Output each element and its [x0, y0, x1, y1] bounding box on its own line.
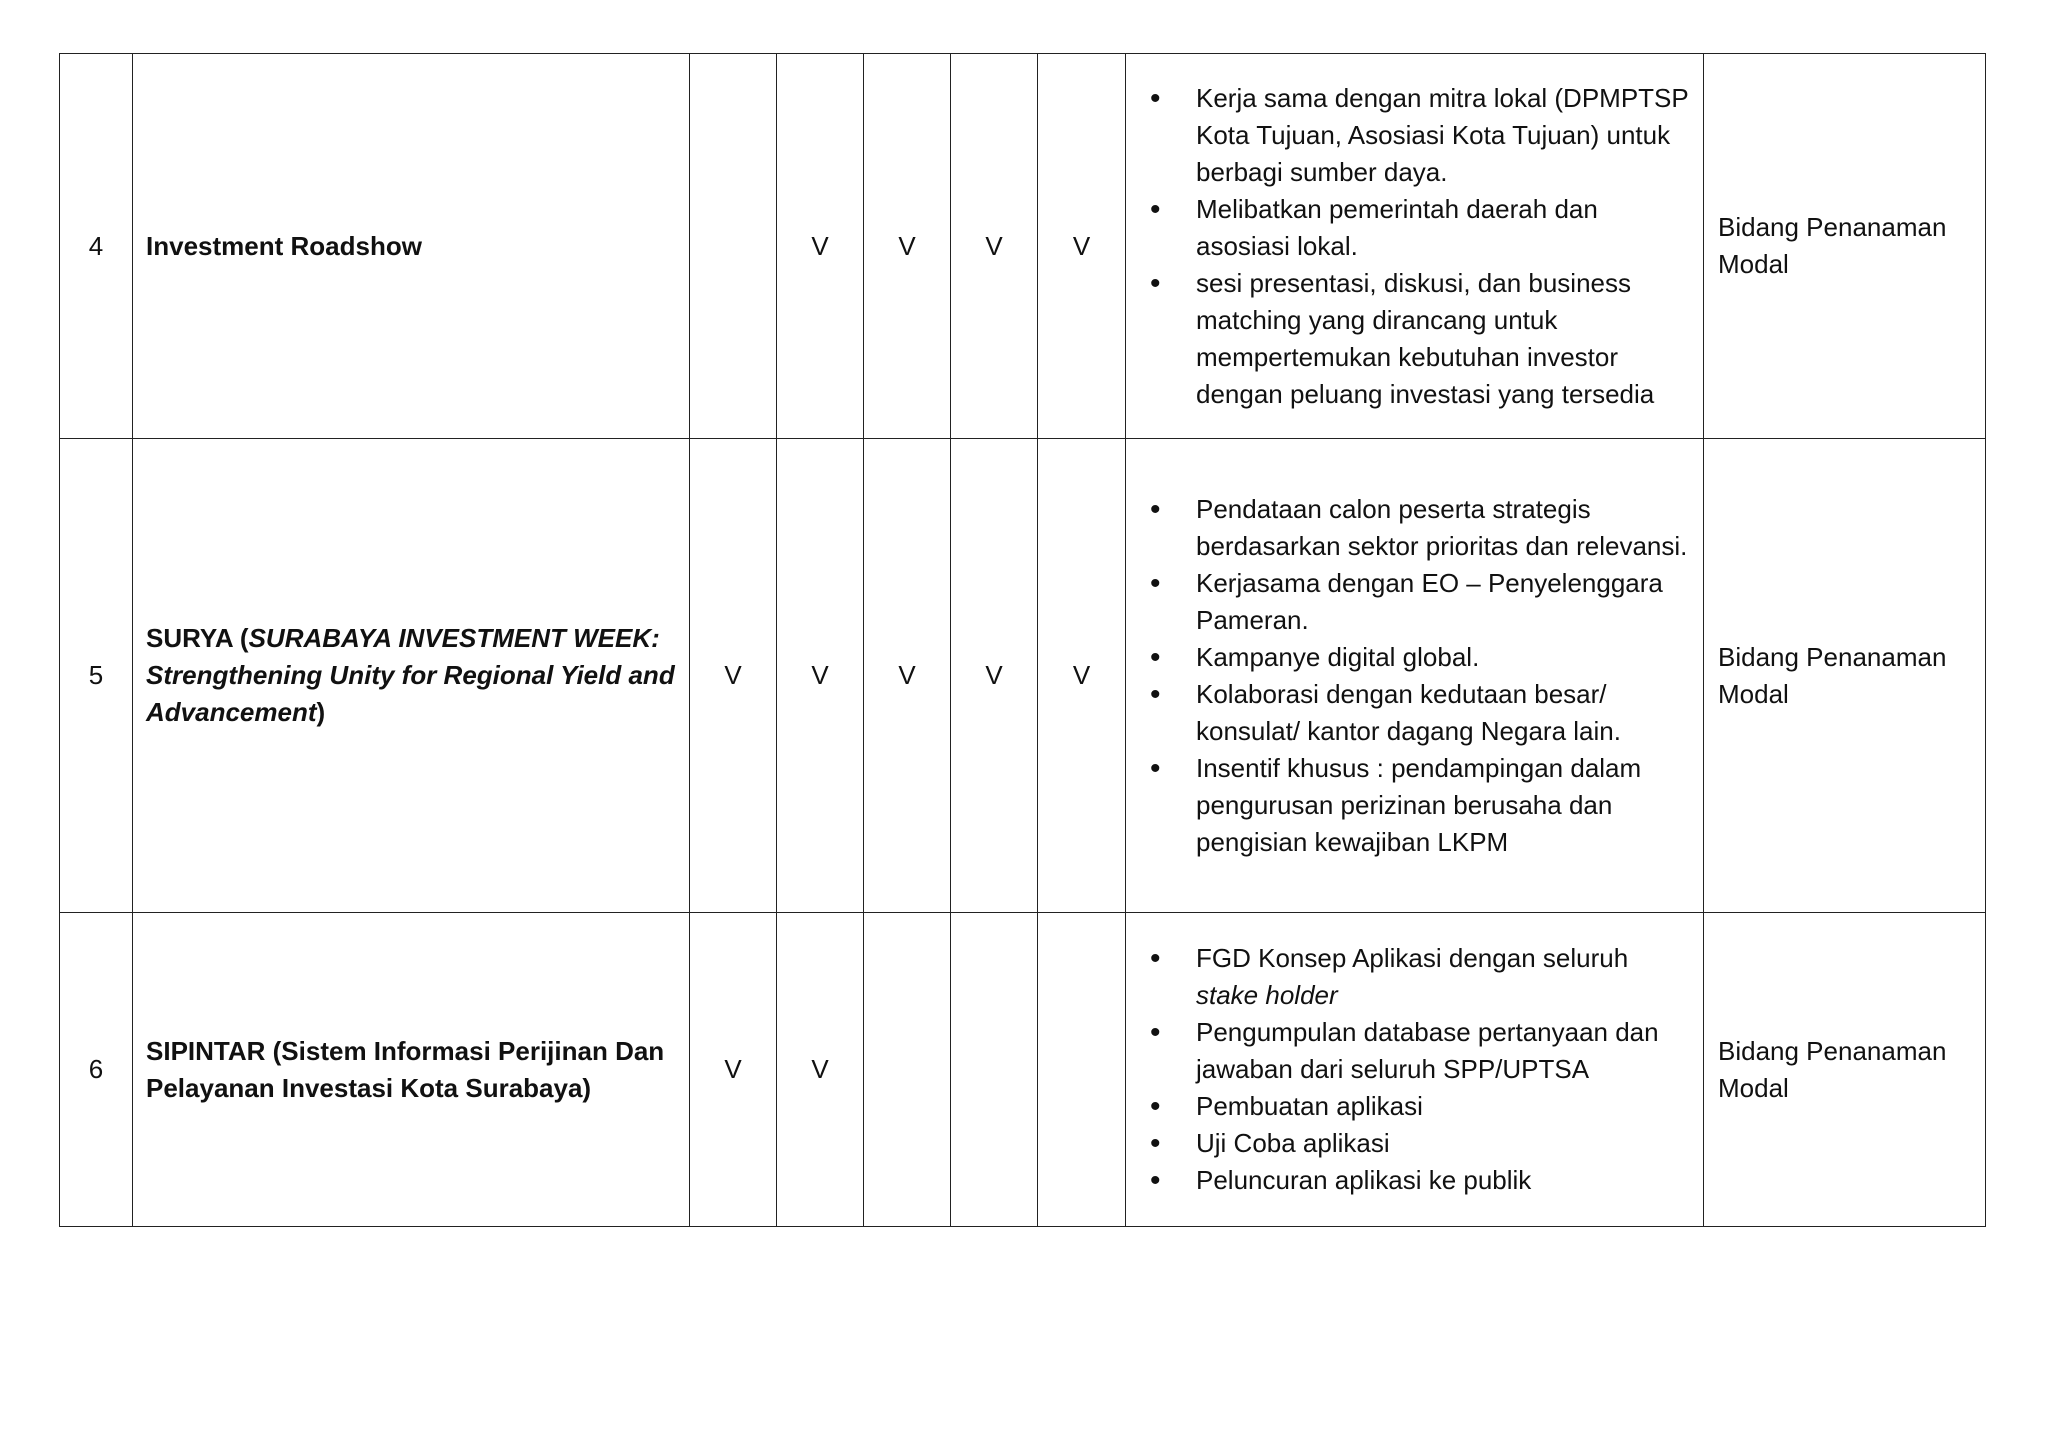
- activities-cell: [1126, 54, 1704, 439]
- table-row: [60, 54, 1986, 439]
- activity-item: • Pendataan calon peserta strategis berdasarkan sektor prioritas dan relevansi.: [1150, 491, 1689, 565]
- check-cell: V: [777, 54, 864, 439]
- activity-item: • Kerja sama dengan mitra lokal (DPMPTSP Kota Tujuan, Asosiasi Kota Tujuan) untuk berbagi sumber daya.: [1150, 80, 1689, 191]
- program-name-italic: SURABAYA INVESTMENT WEEK: Strengthening Unity for Regional Yield and Advancement: [146, 623, 675, 727]
- row-number: 6: [60, 913, 133, 1227]
- activity-item: • sesi presentasi, diskusi, dan business matching yang dirancang untuk mempertemukan kebutuhan investor dengan peluang investasi yang tersedia: [1150, 265, 1689, 413]
- activity-item: • Pembuatan aplikasi: [1150, 1088, 1689, 1125]
- row-number: 4: [60, 54, 133, 439]
- responsible-unit: Bidang Penanaman Modal: [1704, 439, 1986, 913]
- check-cell: [1038, 913, 1126, 1227]
- activity-item: • Kolaborasi dengan kedutaan besar/ konsulat/ kantor dagang Negara lain.: [1150, 676, 1689, 750]
- program-name: SIPINTAR (Sistem Informasi Perijinan Dan Pelayanan Investasi Kota Surabaya): [133, 913, 690, 1227]
- check-cell: V: [951, 54, 1038, 439]
- activity-list: [1150, 80, 1689, 413]
- check-cell: V: [1038, 54, 1126, 439]
- activity-text: FGD Konsep Aplikasi dengan seluruh: [1196, 943, 1629, 973]
- responsible-unit: Bidang Penanaman Modal: [1704, 54, 1986, 439]
- check-cell: [864, 913, 951, 1227]
- activity-item: [1150, 940, 1689, 1014]
- table-row: [60, 913, 1986, 1227]
- activity-text-italic: stake holder: [1196, 980, 1338, 1010]
- activity-item: • Insentif khusus : pendampingan dalam pengurusan perizinan berusaha dan pengisian kewajiban LKPM: [1150, 750, 1689, 861]
- program-name-suffix: ): [316, 697, 326, 727]
- activity-list: [1150, 940, 1689, 1199]
- check-cell: V: [1038, 439, 1126, 913]
- activity-item: • Kampanye digital global.: [1150, 639, 1689, 676]
- activity-item: • Melibatkan pemerintah daerah dan asosiasi lokal.: [1150, 191, 1689, 265]
- activities-cell: [1126, 439, 1704, 913]
- program-name: [133, 439, 690, 913]
- activity-item: • Uji Coba aplikasi: [1150, 1125, 1689, 1162]
- check-cell: V: [777, 913, 864, 1227]
- program-table: [59, 53, 1986, 1227]
- check-cell: V: [777, 439, 864, 913]
- program-name: Investment Roadshow: [133, 54, 690, 439]
- responsible-unit: Bidang Penanaman Modal: [1704, 913, 1986, 1227]
- program-name-prefix: SURYA (: [146, 623, 249, 653]
- check-cell: V: [951, 439, 1038, 913]
- table-row: [60, 439, 1986, 913]
- row-number: 5: [60, 439, 133, 913]
- check-cell: [951, 913, 1038, 1227]
- activity-item: • Kerjasama dengan EO – Penyelenggara Pameran.: [1150, 565, 1689, 639]
- check-cell: V: [690, 913, 777, 1227]
- check-cell: V: [864, 54, 951, 439]
- activity-item: • Pengumpulan database pertanyaan dan jawaban dari seluruh SPP/UPTSA: [1150, 1014, 1689, 1088]
- activity-list: [1150, 491, 1689, 861]
- activity-item: • Peluncuran aplikasi ke publik: [1150, 1162, 1689, 1199]
- check-cell: V: [864, 439, 951, 913]
- activities-cell: [1126, 913, 1704, 1227]
- check-cell: V: [690, 439, 777, 913]
- check-cell: [690, 54, 777, 439]
